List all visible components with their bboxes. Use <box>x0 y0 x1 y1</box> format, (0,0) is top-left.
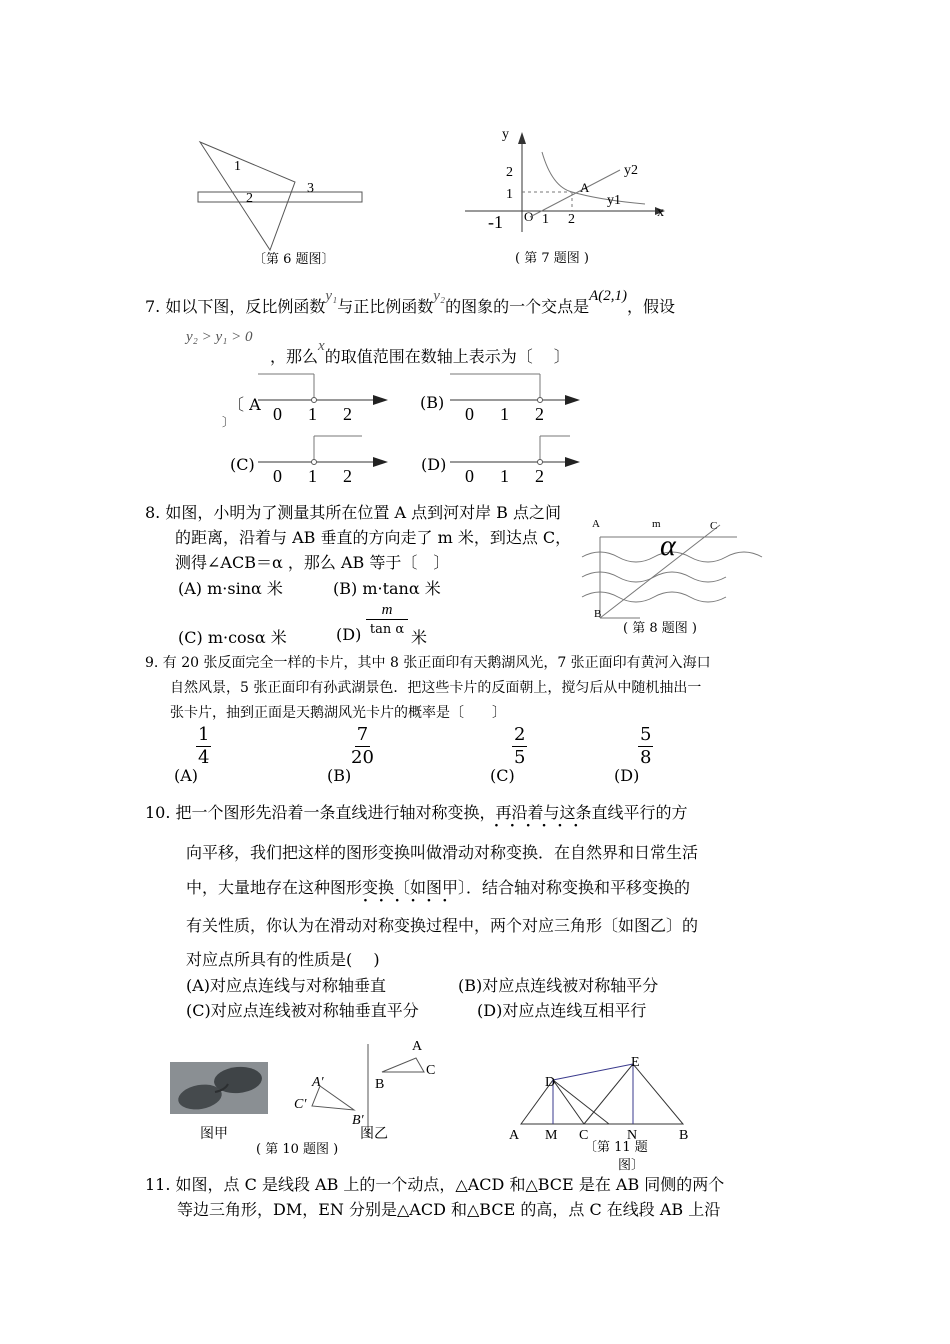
fig7-origin: O <box>524 209 534 224</box>
q8-option-d-unit: 米 <box>411 628 428 647</box>
svg-text:0: 0 <box>465 466 474 486</box>
q7-option-a-label-close: 〕 <box>222 415 235 429</box>
svg-text:1: 1 <box>308 404 317 424</box>
q10-emphasis-dots-2: ······ <box>363 893 459 909</box>
q10-option-d[interactable]: (D)对应点连线互相平行 <box>477 1001 647 1020</box>
q8-option-d-den: tan α <box>369 622 405 637</box>
q7-line1: 7. 如以下图，反比例函数y₁与正比例函数y₂的图象的一个交点是A(2,1)，假设 <box>145 288 676 316</box>
fig6-label-3: 3 <box>307 181 314 196</box>
fig11-caption-2: 图〕 <box>618 1158 645 1173</box>
q11-line1: 11. 如图，点 C 是线段 AB 上的一个动点，△ACD 和△BCE 是在 AB 同侧的两个 <box>145 1175 725 1194</box>
q8-option-c[interactable]: (C) m·cosα 米 <box>178 628 287 647</box>
fig7-tick-x1: 1 <box>542 212 549 227</box>
q7-numberline-a[interactable] <box>258 372 398 422</box>
svg-text:m: m <box>652 518 661 530</box>
fig7-caption: ( 第 7 题图 ) <box>515 251 589 266</box>
q10-emphasis-dots-1: ······ <box>494 818 590 834</box>
svg-text:1: 1 <box>500 466 509 486</box>
fig11-caption-1: 〔第 11 题 <box>584 1140 648 1155</box>
svg-text:B: B <box>679 1128 689 1143</box>
svg-text:A′: A′ <box>312 1075 324 1090</box>
q9-line3: 张卡片，抽到正面是天鹅湖风光卡片的概率是〔 〕 <box>170 705 506 721</box>
figure-6 <box>190 130 380 260</box>
figure-7 <box>460 122 680 242</box>
q8-option-d-label[interactable]: (D) <box>336 625 362 644</box>
svg-text:C′: C′ <box>294 1097 307 1112</box>
q10-option-b[interactable]: (B)对应点连线被对称轴平分 <box>458 976 659 995</box>
svg-text:N: N <box>627 1128 638 1143</box>
q7-option-b-label: (B) <box>420 393 445 412</box>
fig7-y-axis: y <box>502 127 509 142</box>
q7-numberline-b[interactable] <box>450 372 590 422</box>
fig7-curve-y1: y1 <box>607 193 621 208</box>
svg-text:0: 0 <box>273 404 282 424</box>
svg-text:A: A <box>592 518 600 530</box>
svg-text:2: 2 <box>535 404 544 424</box>
q7-option-c-label: (C) <box>230 455 255 474</box>
fig7-tick-neg1: -1 <box>488 212 503 232</box>
fig7-tick-x2: 2 <box>568 212 575 227</box>
fig7-point-a: A <box>580 180 590 195</box>
svg-text:D: D <box>545 1075 556 1090</box>
svg-text:1: 1 <box>500 404 509 424</box>
q7-option-a-label: 〔 A <box>228 395 261 414</box>
q10-line2: 向平移，我们把这样的图形变换叫做滑动对称变换．在自然界和日常生活 <box>186 843 699 862</box>
svg-text:2: 2 <box>343 466 352 486</box>
q8-line3: 测得∠ACB＝α ，那么 AB 等于〔 〕 <box>175 553 450 572</box>
fig10-yi-label: 图乙 <box>360 1126 388 1142</box>
q9-line1: 9. 有 20 张反面完全一样的卡片，其中 8 张正面印有天鹅湖风光，7 张正面印有黄河入海口 <box>145 655 711 671</box>
figure-10-jia-leaves-photo <box>170 1062 268 1114</box>
q7-line2: y₂ > y₁ > 0 <box>186 329 253 345</box>
q7-line2b: ，那么x的取值范围在数轴上表示为〔 〕 <box>270 338 570 366</box>
q10-line5: 对应点所具有的性质是( ) <box>186 950 380 969</box>
svg-text:2: 2 <box>343 404 352 424</box>
q10-line4: 有关性质，你认为在滑动对称变换过程中，两个对应三角形〔如图乙〕的 <box>186 916 699 935</box>
fig7-tick-y2: 2 <box>506 165 513 180</box>
q7-option-d-label: (D) <box>421 455 447 474</box>
svg-text:E: E <box>631 1055 640 1070</box>
svg-text:1: 1 <box>308 466 317 486</box>
fig7-tick-y1: 1 <box>506 187 513 202</box>
fig8-caption: ( 第 8 题图 ) <box>623 621 697 636</box>
svg-text:C: C <box>426 1063 436 1078</box>
svg-text:0: 0 <box>273 466 282 486</box>
fig6-label-1: 1 <box>234 159 241 174</box>
q10-line3: 中，大量地存在这种图形变换〔如图甲〕．结合轴对称变换和平移变换的 <box>186 878 691 897</box>
fig10-caption: ( 第 10 题图 ) <box>256 1142 339 1157</box>
svg-text:C: C <box>579 1128 589 1143</box>
q8-option-a[interactable]: (A) m·sinα 米 <box>178 579 283 598</box>
svg-text:B′: B′ <box>352 1113 364 1128</box>
q7-numberline-c[interactable] <box>258 434 398 484</box>
fig10-jia-label: 图甲 <box>200 1126 228 1142</box>
q8-option-b[interactable]: (B) m·tanα 米 <box>333 579 441 598</box>
fig7-x-axis: x <box>657 205 664 220</box>
svg-text:α: α <box>660 529 676 562</box>
q9-line2: 自然风景，5 张正面印有孙武湖景色．把这些卡片的反面朝上，搅匀后从中随机抽出一 <box>170 680 702 696</box>
figure-11 <box>505 1050 705 1145</box>
svg-text:2: 2 <box>535 466 544 486</box>
svg-text:B: B <box>594 608 602 620</box>
svg-text:0: 0 <box>465 404 474 424</box>
svg-text:A: A <box>412 1039 423 1054</box>
q7-numberline-d[interactable] <box>450 434 590 484</box>
q10-option-a[interactable]: (A)对应点连线与对称轴垂直 <box>186 976 387 995</box>
q10-option-c[interactable]: (C)对应点连线被对称轴垂直平分 <box>186 1001 419 1020</box>
svg-text:A: A <box>509 1128 520 1143</box>
svg-text:B: B <box>375 1077 385 1092</box>
q11-line2: 等边三角形，DM，EN 分别是△ACD 和△BCE 的高，点 C 在线段 AB 上沿 <box>177 1200 721 1219</box>
fig7-curve-y2: y2 <box>624 163 638 178</box>
q8-line2: 的距离，沿着与 AB 垂直的方向走了 m 米，到达点 C， <box>175 528 572 547</box>
q8-option-d-num: m <box>366 600 408 620</box>
fig6-label-2: 2 <box>246 191 253 206</box>
q8-line1: 8. 如图，小明为了测量其所在位置 A 点到河对岸 B 点之间 <box>145 503 562 522</box>
svg-text:C: C <box>710 520 718 532</box>
q10-line1: 10. 把一个图形先沿着一条直线进行轴对称变换，再沿着与这条直线平行的方 <box>145 803 688 822</box>
figure-8 <box>580 515 745 625</box>
fig6-caption: 〔第 6 题图〕 <box>253 252 335 267</box>
svg-text:M: M <box>545 1128 558 1143</box>
